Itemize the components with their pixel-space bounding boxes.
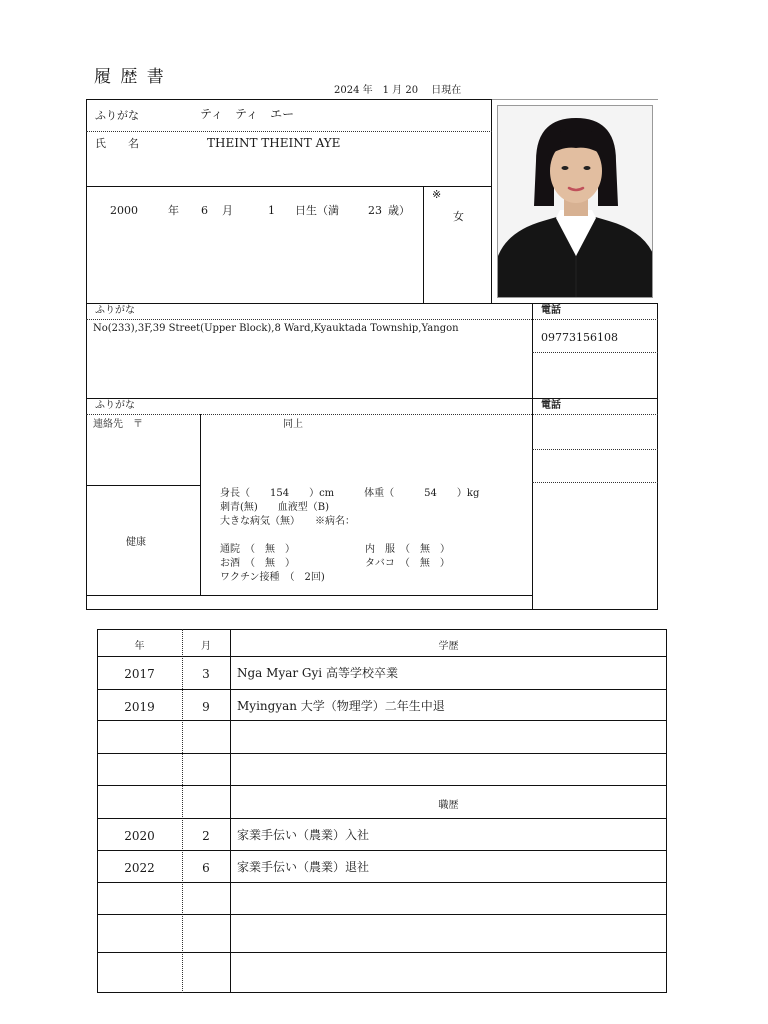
contact-phone-label: 電話 bbox=[541, 400, 561, 411]
contact-furigana-label: ふりがな bbox=[95, 400, 135, 411]
work-text: 家業手伝い（農業）入社 bbox=[237, 828, 370, 842]
gender-divider bbox=[423, 186, 424, 304]
health-tobacco: タバコ （ 無 ） bbox=[365, 558, 450, 569]
health-illness: 大きな病気（無） ※病名： bbox=[220, 516, 355, 527]
address-value: No(233),3F,39 Street(Upper Block),8 Ward,Kyauktada Township,Yangon bbox=[93, 323, 459, 334]
health-label: 健康 bbox=[126, 537, 146, 548]
row-line bbox=[97, 850, 667, 851]
name-value: THEINT THEINT AYE bbox=[207, 136, 341, 150]
birth-month: 6 bbox=[201, 204, 208, 217]
furigana-value: ティ ティ エー bbox=[200, 107, 295, 121]
contact-furigana-divider bbox=[86, 414, 658, 415]
health-hospital: 通院 （ 無 ） bbox=[220, 544, 295, 555]
contact-health-box bbox=[86, 398, 658, 610]
contact-label-divider bbox=[200, 414, 201, 595]
birth-month-unit: 月 bbox=[222, 204, 233, 217]
column-header-year: 年 bbox=[134, 641, 145, 652]
contact-phone-divider-2 bbox=[532, 482, 658, 483]
row-line bbox=[97, 720, 667, 721]
address-phone-label: 電話 bbox=[541, 305, 561, 316]
applicant-photo bbox=[497, 105, 653, 298]
contact-health-divider bbox=[86, 485, 200, 486]
name-label: 氏 名 bbox=[95, 137, 139, 150]
name-divider bbox=[86, 186, 492, 187]
portrait-illustration bbox=[498, 106, 653, 298]
health-bottom-rule bbox=[86, 595, 532, 596]
work-month: 6 bbox=[202, 861, 210, 875]
work-year: 2022 bbox=[124, 861, 155, 875]
month-text-divider bbox=[230, 629, 231, 993]
furigana-divider bbox=[86, 131, 492, 132]
health-tattoo-blood: 刺青(無) 血液型（B) bbox=[220, 502, 330, 513]
birth-suffix: 日生（満 bbox=[295, 204, 339, 217]
work-text: 家業手伝い（農業）退社 bbox=[237, 860, 370, 874]
health-height-weight: 身長（ 154 ）cm 体重（ 54 ）kg bbox=[220, 488, 480, 499]
date-line: 2024 年 1 月 20 日現在 bbox=[334, 85, 462, 96]
row-line bbox=[97, 785, 667, 786]
furigana-label: ふりがな bbox=[95, 109, 139, 122]
contact-label: 連絡先 〒 bbox=[93, 419, 143, 430]
contact-value: 同上 bbox=[283, 419, 303, 430]
health-medication: 内 服 （ 無 ） bbox=[365, 544, 450, 555]
gender-value: 女 bbox=[453, 210, 464, 223]
column-header-month: 月 bbox=[201, 641, 211, 652]
birth-year: 2000 bbox=[110, 204, 138, 217]
education-year: 2017 bbox=[124, 667, 155, 681]
row-line bbox=[97, 753, 667, 754]
document-title: 履 歴 書 bbox=[94, 67, 166, 87]
year-month-divider bbox=[182, 629, 183, 993]
health-vaccine: ワクチン接種 （ 2回) bbox=[220, 572, 325, 583]
row-line bbox=[97, 656, 667, 657]
row-line bbox=[97, 882, 667, 883]
address-furigana-label: ふりがな bbox=[95, 305, 135, 316]
education-month: 3 bbox=[202, 667, 210, 681]
personal-info-box bbox=[86, 99, 492, 304]
birth-day: 1 bbox=[268, 204, 275, 217]
row-line bbox=[97, 952, 667, 953]
education-header: 学歴 bbox=[438, 641, 459, 652]
birth-year-unit: 年 bbox=[168, 204, 179, 217]
address-phone-divider bbox=[532, 352, 658, 353]
row-line bbox=[97, 914, 667, 915]
work-month: 2 bbox=[202, 829, 210, 843]
education-year: 2019 bbox=[124, 700, 155, 714]
row-line bbox=[97, 689, 667, 690]
header-rule bbox=[490, 99, 658, 100]
education-month: 9 bbox=[202, 700, 210, 714]
education-text: Nga Myar Gyi 高等学校卒業 bbox=[237, 666, 398, 680]
health-alcohol: お酒 （ 無 ） bbox=[220, 558, 295, 569]
address-furigana-divider bbox=[86, 319, 658, 320]
work-header: 職歴 bbox=[438, 800, 459, 811]
address-box bbox=[86, 303, 658, 399]
education-text: Myingyan 大学（物理学）二年生中退 bbox=[237, 699, 445, 713]
age-value: 23 bbox=[368, 204, 382, 217]
contact-phone-divider-1 bbox=[532, 449, 658, 450]
age-unit: 歳） bbox=[388, 204, 410, 217]
row-line bbox=[97, 818, 667, 819]
address-phone-value: 09773156108 bbox=[541, 331, 618, 344]
work-year: 2020 bbox=[124, 829, 155, 843]
note-mark: ※ bbox=[432, 188, 442, 201]
